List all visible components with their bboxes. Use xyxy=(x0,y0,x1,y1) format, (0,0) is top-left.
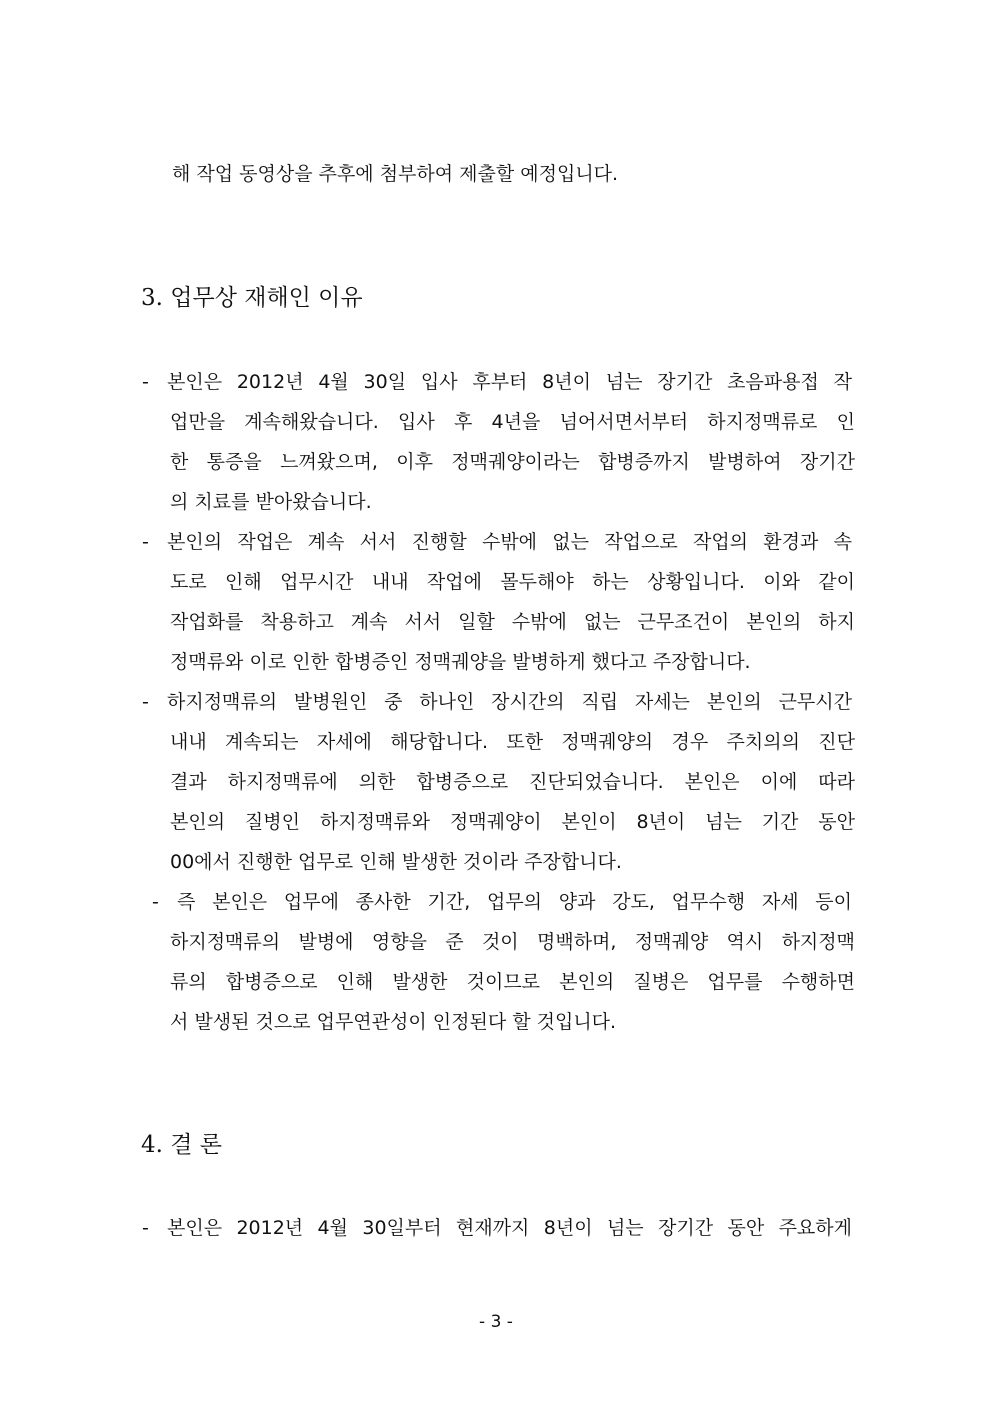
paragraph-line: 본인은 2012년 4월 30일 입사 후부터 8년이 넘는 장기간 초음파용접 작 xyxy=(167,371,852,393)
paragraph-line: 작업화를 착용하고 계속 서서 일할 수밖에 없는 근무조건이 본인의 하지 xyxy=(170,611,855,633)
paragraph-line: 하지정맥류의 발병원인 중 하나인 장시간의 직립 자세는 본인의 근무시간 xyxy=(167,691,852,713)
paragraph-line: 00에서 진행한 업무로 인해 발생한 것이라 주장합니다. xyxy=(170,851,622,873)
bullet-dash: - xyxy=(142,691,149,713)
paragraph-line: 도로 인해 업무시간 내내 작업에 몰두해야 하는 상황입니다. 이와 같이 xyxy=(170,571,855,593)
section-heading-4: 4. 결 론 xyxy=(141,1132,223,1158)
paragraph-line: 업만을 계속해왔습니다. 입사 후 4년을 넘어서면서부터 하지정맥류로 인 xyxy=(170,411,855,433)
bullet-dash: - xyxy=(142,1217,149,1239)
paragraph-line: 한 통증을 느껴왔으며, 이후 정맥궤양이라는 합병증까지 발병하여 장기간 xyxy=(170,451,855,473)
bullet-dash: - xyxy=(142,371,149,393)
paragraph-line: 하지정맥류의 발병에 영향을 준 것이 명백하며, 정맥궤양 역시 하지정맥 xyxy=(170,931,855,953)
section-heading-3: 3. 업무상 재해인 이유 xyxy=(141,285,363,311)
paragraph-line: 즉 본인은 업무에 종사한 기간, 업무의 양과 강도, 업무수행 자세 등이 xyxy=(177,891,852,913)
page-number: - 3 - xyxy=(479,1312,513,1332)
paragraph-line: 내내 계속되는 자세에 해당합니다. 또한 정맥궤양의 경우 주치의의 진단 xyxy=(170,731,855,753)
bullet-dash: - xyxy=(142,531,149,553)
carry-over-line: 해 작업 동영상을 추후에 첨부하여 제출할 예정입니다. xyxy=(172,163,619,185)
paragraph-line: 정맥류와 이로 인한 합병증인 정맥궤양을 발병하게 했다고 주장합니다. xyxy=(170,651,751,673)
paragraph-line: 서 발생된 것으로 업무연관성이 인정된다 할 것입니다. xyxy=(170,1011,617,1033)
bullet-dash: - xyxy=(152,891,159,913)
paragraph-line: 본인의 작업은 계속 서서 진행할 수밖에 없는 작업으로 작업의 환경과 속 xyxy=(167,531,852,553)
paragraph-line: 본인의 질병인 하지정맥류와 정맥궤양이 본인이 8년이 넘는 기간 동안 xyxy=(170,811,855,833)
paragraph-line: 본인은 2012년 4월 30일부터 현재까지 8년이 넘는 장기간 동안 주요하게 xyxy=(167,1217,852,1239)
paragraph-line: 의 치료를 받아왔습니다. xyxy=(170,491,372,513)
paragraph-line: 결과 하지정맥류에 의한 합병증으로 진단되었습니다. 본인은 이에 따라 xyxy=(170,771,855,793)
paragraph-line: 류의 합병증으로 인해 발생한 것이므로 본인의 질병은 업무를 수행하면 xyxy=(170,971,855,993)
